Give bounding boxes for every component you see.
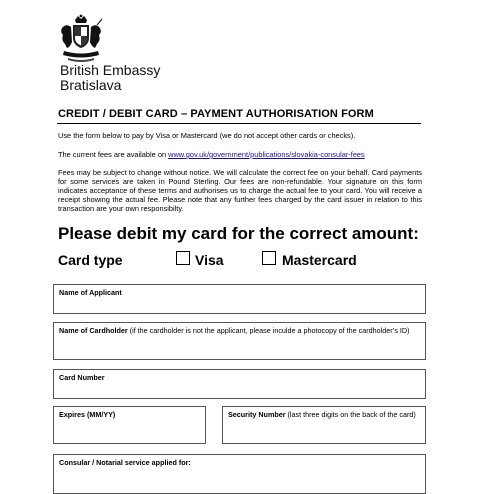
cardholder-name-field[interactable] (53, 322, 426, 360)
intro-text: Use the form below to pay by Visa or Mastercard (we do not accept other cards or checks). (58, 131, 356, 140)
security-number-label: Security Number (228, 410, 286, 419)
visa-label: Visa (195, 252, 224, 268)
embassy-line-2: Bratislava (60, 77, 122, 93)
consular-service-field[interactable] (53, 454, 426, 494)
applicant-name-field[interactable] (53, 284, 426, 314)
visa-checkbox[interactable] (176, 251, 190, 265)
fees-link[interactable]: www.gov.uk/government/publications/slovakia-consular-fees (168, 150, 365, 159)
security-number-note: (last three digits on the back of the card) (285, 410, 416, 419)
expiry-label: Expires (MM/YY) (59, 410, 116, 419)
expiry-field[interactable] (53, 406, 206, 444)
terms-text: Fees may be subject to change without notice. We will calculate the correct fee on your behalf. Card payments for some services are taken in Pound Sterling. Our fees are non-refundable. Your signature on this form indicates acceptance of these terms and authorises us to charge the actual fee to your card. You will receive a receipt showing the actual fee. Please note that any further fees charged by the card issuer in relation to this transaction are your own responsibilty. (58, 168, 422, 213)
title-divider (57, 123, 421, 124)
applicant-name-label: Name of Applicant (59, 288, 122, 297)
debit-headline: Please debit my card for the correct amount: (58, 224, 419, 243)
royal-coat-of-arms-icon (58, 14, 104, 64)
cardholder-note: (if the cardholder is not the applicant, please inculde a photocopy of the cardholder’s ID) (127, 326, 410, 335)
form-title: CREDIT / DEBIT CARD – PAYMENT AUTHORISATION FORM (58, 108, 374, 120)
card-number-field[interactable] (53, 369, 426, 399)
fees-prefix: The current fees are available on (58, 150, 169, 159)
cardholder-name-label: Name of Cardholder (59, 326, 128, 335)
consular-service-label: Consular / Notarial service applied for: (59, 458, 191, 467)
mastercard-checkbox[interactable] (262, 251, 276, 265)
security-number-field[interactable] (222, 406, 426, 444)
card-number-label: Card Number (59, 373, 105, 382)
card-type-label: Card type (58, 252, 123, 268)
embassy-name (60, 63, 160, 93)
embassy-line-1: British Embassy (60, 62, 161, 78)
fees-text (58, 150, 422, 159)
mastercard-label: Mastercard (282, 252, 357, 268)
